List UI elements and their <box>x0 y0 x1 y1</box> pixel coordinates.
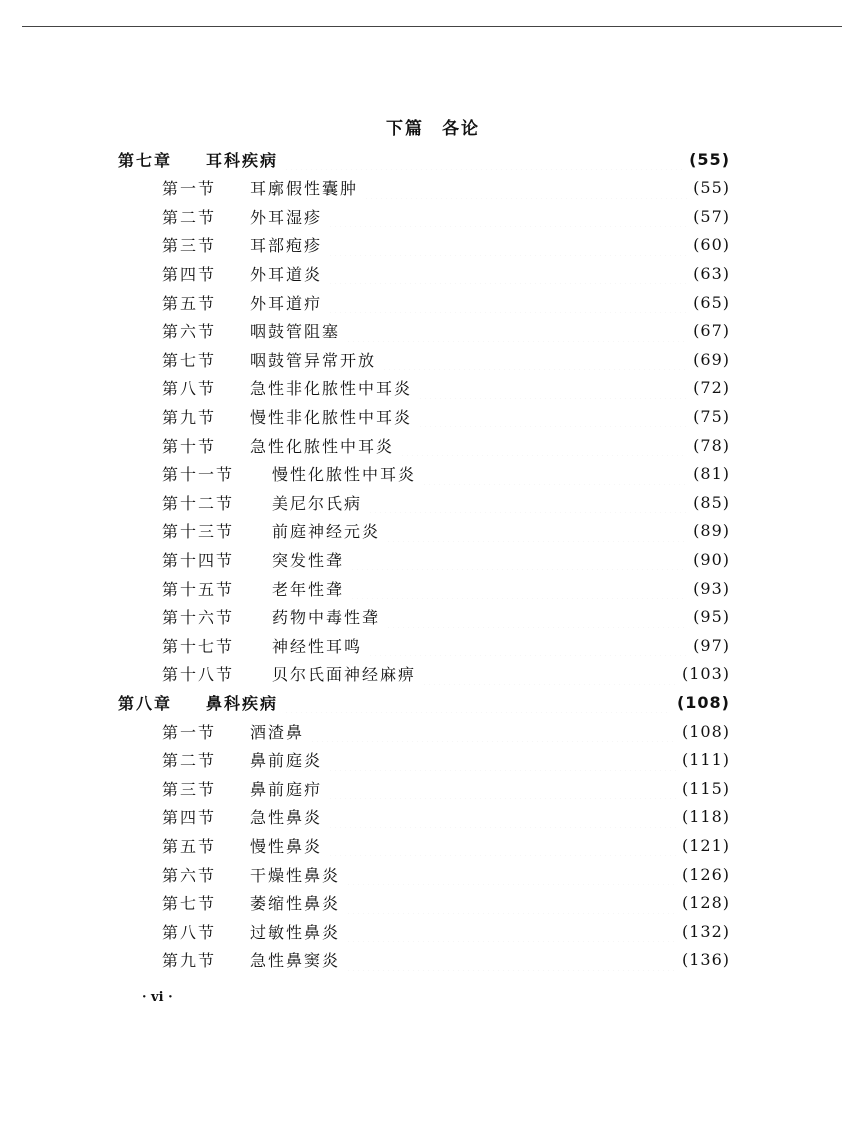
page-number: (136) <box>681 950 730 970</box>
page-number: (103) <box>681 664 730 684</box>
toc-section-row <box>162 291 730 313</box>
dot-leader <box>284 148 683 170</box>
toc-section-row <box>162 405 730 427</box>
page-number: (63) <box>693 263 730 283</box>
dot-leader <box>386 520 687 542</box>
toc-section-row <box>162 463 730 485</box>
dot-leader <box>364 177 687 199</box>
section-title: 前庭神经元炎 <box>272 522 381 542</box>
dot-leader <box>346 949 676 971</box>
dot-leader <box>346 892 676 914</box>
section-number: 第一节 <box>162 722 217 742</box>
page-number: (89) <box>693 521 730 541</box>
section-number: 第十三节 <box>162 522 235 542</box>
section-title: 老年性聋 <box>272 579 345 599</box>
toc-section-row <box>162 777 730 799</box>
page-number: (90) <box>693 549 730 569</box>
section-title: 外耳道炎 <box>250 264 323 284</box>
page-number: (55) <box>693 178 730 198</box>
section-title: 药物中毒性聋 <box>272 608 381 628</box>
toc-chapter-row <box>118 691 730 713</box>
page-number: (85) <box>693 492 730 512</box>
dot-leader <box>346 920 676 942</box>
toc-section-row <box>162 491 730 513</box>
section-number: 第二节 <box>162 751 217 771</box>
page-number: (118) <box>681 807 730 827</box>
section-title: 外耳道疖 <box>250 293 323 313</box>
page-number: (111) <box>681 750 730 770</box>
dot-leader <box>368 634 687 656</box>
toc-section-row <box>162 663 730 685</box>
dot-leader <box>346 863 676 885</box>
page-folio: · vi · <box>142 990 173 1005</box>
section-title: 干燥性鼻炎 <box>250 865 341 885</box>
page-number: (67) <box>693 321 730 341</box>
section-number: 第六节 <box>162 865 217 885</box>
section-number: 第九节 <box>162 951 217 971</box>
toc-section-row <box>162 548 730 570</box>
section-title: 耳部疱疹 <box>250 236 323 256</box>
page-number: (81) <box>693 464 730 484</box>
section-title: 急性化脓性中耳炎 <box>250 436 395 456</box>
page-number: (93) <box>693 578 730 598</box>
page-number: (121) <box>681 835 730 855</box>
toc-section-row <box>162 205 730 227</box>
dot-leader <box>328 777 676 799</box>
dot-leader <box>328 806 676 828</box>
section-number: 第十节 <box>162 436 217 456</box>
toc-section-row <box>162 634 730 656</box>
dot-leader <box>284 691 671 713</box>
section-title: 美尼尔氏病 <box>272 493 363 513</box>
section-number: 第四节 <box>162 264 217 284</box>
section-number: 第十四节 <box>162 550 235 570</box>
section-number: 第十八节 <box>162 665 235 685</box>
section-number: 第八节 <box>162 922 217 942</box>
toc-section-row <box>162 863 730 885</box>
section-title: 萎缩性鼻炎 <box>250 894 341 914</box>
dot-leader <box>328 291 687 313</box>
toc-section-row <box>162 834 730 856</box>
section-title: 过敏性鼻炎 <box>250 922 341 942</box>
toc-section-row <box>162 262 730 284</box>
page-number: (72) <box>693 378 730 398</box>
toc-section-row <box>162 520 730 542</box>
section-number: 第七节 <box>162 350 217 370</box>
dot-leader <box>418 405 687 427</box>
toc-chapter-row <box>118 148 730 170</box>
dot-leader <box>328 749 676 771</box>
dot-leader <box>400 434 687 456</box>
chapter-number: 第七章 <box>118 150 173 170</box>
toc-section-row <box>162 377 730 399</box>
dot-leader <box>350 548 687 570</box>
dot-leader <box>382 348 687 370</box>
toc-section-row <box>162 320 730 342</box>
page-number: (132) <box>681 921 730 941</box>
dot-leader <box>346 320 687 342</box>
section-title: 酒渣鼻 <box>250 722 305 742</box>
part-title: 下篇 各论 <box>386 119 480 139</box>
page-number: (55) <box>689 149 730 169</box>
section-title: 贝尔氏面神经麻痹 <box>272 665 417 685</box>
page-number: (65) <box>693 292 730 312</box>
section-number: 第三节 <box>162 236 217 256</box>
dot-leader <box>368 491 687 513</box>
section-number: 第十七节 <box>162 636 235 656</box>
section-title: 耳廓假性囊肿 <box>250 179 359 199</box>
toc-section-row <box>162 749 730 771</box>
page-number: (126) <box>681 864 730 884</box>
section-number: 第二节 <box>162 207 217 227</box>
section-title: 鼻前庭疖 <box>250 779 323 799</box>
toc-section-row <box>162 720 730 742</box>
chapter-title: 鼻科疾病 <box>206 693 279 713</box>
toc-section-row <box>162 177 730 199</box>
dot-leader <box>418 377 687 399</box>
chapter-title: 耳科疾病 <box>206 150 279 170</box>
section-number: 第八节 <box>162 379 217 399</box>
section-number: 第三节 <box>162 779 217 799</box>
section-title: 外耳湿疹 <box>250 207 323 227</box>
page-number: (108) <box>676 692 730 712</box>
page-number: (78) <box>693 435 730 455</box>
page-number: (95) <box>693 607 730 627</box>
page-number: (97) <box>693 635 730 655</box>
page-number: (60) <box>693 235 730 255</box>
toc-section-row <box>162 606 730 628</box>
section-title: 慢性非化脓性中耳炎 <box>250 407 413 427</box>
dot-leader <box>328 262 687 284</box>
dot-leader <box>328 205 687 227</box>
section-title: 急性非化脓性中耳炎 <box>250 379 413 399</box>
section-number: 第七节 <box>162 894 217 914</box>
section-number: 第一节 <box>162 179 217 199</box>
section-number: 第十二节 <box>162 493 235 513</box>
section-number: 第五节 <box>162 293 217 313</box>
toc-section-row <box>162 348 730 370</box>
toc-section-row <box>162 234 730 256</box>
section-number: 第四节 <box>162 808 217 828</box>
section-title: 慢性化脓性中耳炎 <box>272 465 417 485</box>
dot-leader <box>350 577 687 599</box>
section-number: 第十一节 <box>162 465 235 485</box>
dot-leader <box>328 834 676 856</box>
section-title: 鼻前庭炎 <box>250 751 323 771</box>
page-number: (75) <box>693 406 730 426</box>
toc-section-row <box>162 577 730 599</box>
chapter-number: 第八章 <box>118 693 173 713</box>
section-title: 神经性耳鸣 <box>272 636 363 656</box>
section-number: 第五节 <box>162 836 217 856</box>
dot-leader <box>422 663 676 685</box>
top-rule <box>22 26 842 27</box>
section-number: 第十五节 <box>162 579 235 599</box>
dot-leader <box>310 720 676 742</box>
page-number: (69) <box>693 349 730 369</box>
section-title: 急性鼻炎 <box>250 808 323 828</box>
section-title: 急性鼻窦炎 <box>250 951 341 971</box>
toc-section-row <box>162 949 730 971</box>
section-number: 第六节 <box>162 322 217 342</box>
dot-leader <box>328 234 687 256</box>
dot-leader <box>386 606 687 628</box>
toc-section-row <box>162 806 730 828</box>
toc-section-row <box>162 434 730 456</box>
section-title: 慢性鼻炎 <box>250 836 323 856</box>
section-title: 咽鼓管异常开放 <box>250 350 377 370</box>
page-number: (108) <box>681 721 730 741</box>
section-number: 第十六节 <box>162 608 235 628</box>
section-title: 突发性聋 <box>272 550 345 570</box>
page-number: (57) <box>693 206 730 226</box>
page-number: (115) <box>681 778 730 798</box>
toc-section-row <box>162 892 730 914</box>
page-number: (128) <box>681 893 730 913</box>
dot-leader <box>422 463 687 485</box>
toc-section-row <box>162 920 730 942</box>
section-number: 第九节 <box>162 407 217 427</box>
section-title: 咽鼓管阻塞 <box>250 322 341 342</box>
